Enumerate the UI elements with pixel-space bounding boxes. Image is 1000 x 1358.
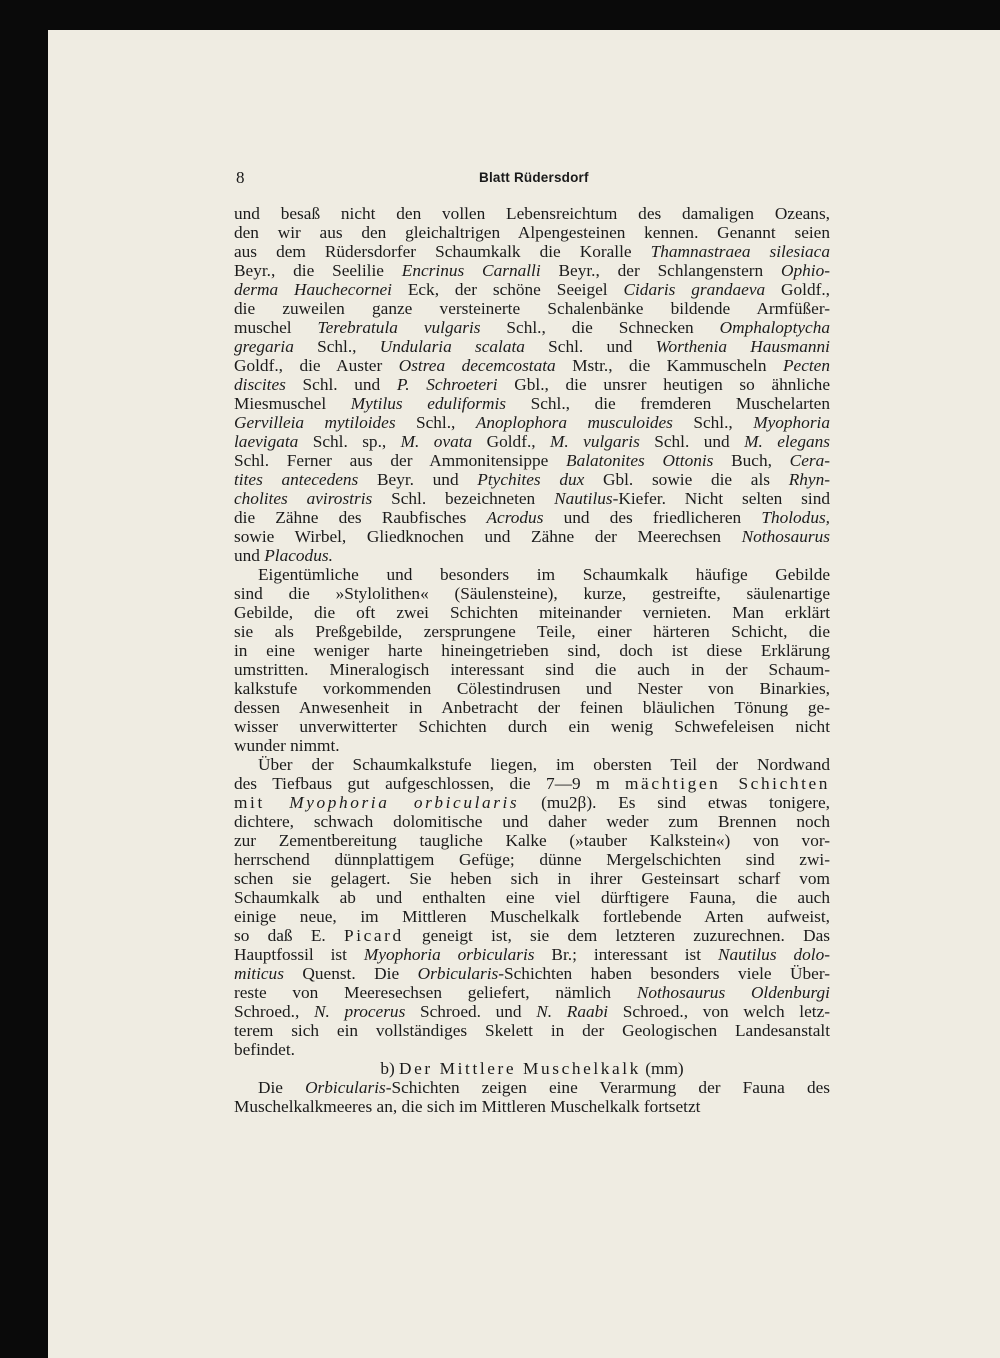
text-run: Gbl., die unsrer heutigen so ähnliche [497,375,830,394]
text-line [234,964,830,983]
text-run: Quenst. Die [283,964,418,983]
text-run: Eck, der schöne Seeigel [391,280,624,299]
italic-taxon: Terebratula vulgaris [317,318,481,337]
text-run: Schl. sp., [298,432,401,451]
text-run: b) [380,1059,400,1078]
text-run: einige neue, im Mittleren Muschelkalk fortlebende Arten aufweist, [234,907,830,926]
text-line [234,888,830,907]
text-run: -Schichten zeigen eine Verarmung der Fauna des [385,1078,831,1097]
text-run: Goldf., [472,432,551,451]
italic-taxon: Pecten [782,356,830,375]
text-run: muschel [234,318,318,337]
text-run: -Kiefer. Nicht selten sind [612,489,830,508]
text-run: Schl. Ferner aus der Ammonitensippe [234,451,567,470]
italic-taxon: Myophoria orbicularis [363,945,535,964]
text-line [234,1021,830,1040]
italic-taxon: Thamnastraea silesiaca [650,242,830,261]
italic-taxon: Acrodus [486,508,544,527]
text-run: zur Zementbereitung taugliche Kalke (»tauber Kalkstein«) von vor- [234,831,830,850]
text-run: sind die »Stylolithen« (Säulensteine), kurze, gestreifte, säulenartige [234,584,830,603]
text-line [234,622,830,641]
text-run: befindet. [234,1040,295,1059]
italic-taxon: Gervilleia mytiloides [234,413,396,432]
text-run: Eigentümliche und besonders im Schaumkalk häufige Gebilde [258,565,830,584]
italic-taxon: Cidaris grandaeva [623,280,766,299]
italic-taxon: derma Hauchecornei [234,280,392,299]
text-line [234,470,830,489]
text-line [234,774,830,793]
text-run: sie als Preßgebilde, zersprungene Teile, einer härteren Schicht, die [234,622,830,641]
italic-taxon: Nautilus [554,489,613,508]
text-line [234,679,830,698]
text-line [234,242,830,261]
text-run: so daß E. [234,926,344,945]
text-run: dichtere, schwach dolomitische und daher weder zum Brennen noch [234,812,830,831]
italic-taxon: gregaria [234,337,294,356]
text-line [234,299,830,318]
text-line [234,451,830,470]
italic-taxon: Worthenia Hausmanni [655,337,830,356]
text-run: Schroed., [234,1002,314,1021]
italic-taxon: Anoplophora musculoides [475,413,673,432]
text-line [234,793,830,812]
text-run: Schl., die fremderen Muschelarten [505,394,830,413]
text-line [234,850,830,869]
text-line [234,413,830,432]
text-run: Beyr. und [358,470,478,489]
text-line [234,736,830,755]
text-run: Goldf., [765,280,831,299]
text-run: -Schichten haben besonders viele Über- [498,964,830,983]
text-run: Schl., [672,413,754,432]
text-line [234,1040,830,1059]
text-run: in eine weniger harte hineingetrieben sind, doch ist diese Erklärung [234,641,830,660]
text-run: Beyr., die Seelilie [234,261,402,280]
body-text [234,204,830,1116]
text-line [234,280,830,299]
text-line [234,546,830,565]
text-run: Schl., [395,413,476,432]
italic-taxon: Mytilus eduliformis [350,394,506,413]
text-line [234,1059,830,1078]
italic-taxon: cholites avirostris [234,489,373,508]
text-line [234,1002,830,1021]
italic-taxon: Rhyn- [788,470,830,489]
italic-taxon: miticus [234,964,284,983]
page-number: 8 [236,168,245,187]
text-line [234,945,830,964]
italic-taxon: N. procerus [313,1002,406,1021]
text-run: Muschelkalkmeeres an, die sich im Mittleren Muschelkalk fortsetzt [234,1097,701,1116]
italic-taxon: Orbicularis [417,964,499,983]
text-run: wisser unverwitterter Schichten durch ein wenig Schwefeleisen nicht [234,717,830,736]
italic-taxon: Placodus. [264,546,333,565]
text-line [234,508,830,527]
italic-taxon: Nothosaurus [741,527,830,546]
text-line [234,527,830,546]
text-line [234,717,830,736]
text-line [234,337,830,356]
text-run: kalkstufe vorkommenden Cölestindrusen und Nester von Binarkies, [234,679,830,698]
text-run: Schl. und [285,375,397,394]
text-run: Beyr., der Schlangenstern [540,261,782,280]
italic-taxon: discites [234,375,286,394]
text-line [234,318,830,337]
text-run: des Tiefbaus gut aufgeschlossen, die 7—9 m [234,774,626,793]
text-run: wunder nimmt. [234,736,340,755]
text-line [234,223,830,242]
italic-taxon: Tholodus, [761,508,831,527]
italic-taxon: tites antecedens [234,470,359,489]
italic-taxon: N. Raabi [536,1002,609,1021]
text-line [234,1078,830,1097]
italic-taxon: M. elegans [744,432,830,451]
text-line [234,603,830,622]
italic-taxon: Nautilus dolo- [717,945,830,964]
italic-taxon: Ophio- [781,261,830,280]
text-run: umstritten. Mineralogisch interessant sind die auch in der Schaum- [234,660,830,679]
text-run: Hauptfossil ist [234,945,364,964]
text-run: Buch, [713,451,790,470]
italic-taxon: M. ovata [400,432,473,451]
italic-taxon: Myophoria [753,413,830,432]
text-run: Schl. und [639,432,745,451]
text-line [234,394,830,413]
italic-taxon: Omphaloptycha [719,318,830,337]
spaced-italic-taxon: Myophoria orbicularis [289,793,520,812]
text-run: (mm) [640,1059,684,1078]
text-run: Schroed. und [405,1002,537,1021]
italic-taxon: Undularia scalata [379,337,525,356]
text-run: die zuweilen ganze versteinerte Schalenbänke bildende Armfüßer- [234,299,830,318]
text-run: und [234,546,265,565]
text-run: und des friedlicheren [543,508,762,527]
text-run: sowie Wirbel, Gliedknochen und Zähne der Meerechsen [234,527,742,546]
text-line [234,831,830,850]
text-line [234,926,830,945]
text-run: Schaumkalk ab und enthalten eine viel dürftigere Fauna, die auch [234,888,830,907]
text-line [234,641,830,660]
text-line [234,204,830,223]
text-line [234,432,830,451]
text-line [234,869,830,888]
italic-taxon: laevigata [234,432,299,451]
text-line [234,356,830,375]
italic-taxon: Ptychites dux [477,470,585,489]
italic-taxon: P. Schroeteri [396,375,498,394]
text-run: Schl., die Schnecken [480,318,720,337]
text-line [234,698,830,717]
text-run: Br.; interessant ist [534,945,718,964]
text-run: dessen Anwesenheit in Anbetracht der feinen bläulichen Tönung ge- [234,698,830,717]
text-run: Schl. und [524,337,656,356]
text-line [234,812,830,831]
text-run: Schl., [293,337,380,356]
text-line [234,375,830,394]
italic-taxon: Cera- [789,451,830,470]
text-run: Gebilde, die oft zwei Schichten miteinander vernieten. Man erklärt [234,603,830,622]
italic-taxon: M. vulgaris [550,432,640,451]
text-run: Über der Schaumkalkstufe liegen, im obersten Teil der Nordwand [258,755,830,774]
text-run: Miesmuschel [234,394,351,413]
text-run: die Zähne des Raubfisches [234,508,487,527]
italic-taxon: Ostrea decemcostata [398,356,556,375]
text-run: Schroed., von welch letz- [608,1002,831,1021]
italic-taxon: Encrinus Carnalli [401,261,541,280]
text-run: Schl. bezeichneten [372,489,555,508]
text-run: Gbl. sowie die als [584,470,789,489]
text-run: Die [258,1078,306,1097]
text-run: und besaß nicht den vollen Lebensreichtum des damaligen Ozeans, [234,204,830,223]
text-run: aus dem Rüdersdorfer Schaumkalk die Koralle [234,242,651,261]
text-line [234,983,830,1002]
spaced-text: mächtigen Schichten [625,774,831,793]
italic-taxon: Orbicularis [305,1078,386,1097]
text-run: geneigt ist, sie dem letzteren zuzurechnen. Das [403,926,830,945]
text-line [234,660,830,679]
text-run: schen sie gelagert. Sie heben sich in ihrer Gesteinsart scharf vom [234,869,830,888]
text-run: reste von Meeresechsen geliefert, nämlich [234,983,637,1002]
spaced-text: mit [234,793,290,812]
spaced-text: Picard [343,926,404,945]
text-run: (mu2β). Es sind etwas tonigere, [519,793,830,812]
running-head: Blatt Rüdersdorf [479,170,589,185]
text-run: herrschend dünnplattigem Gefüge; dünne Mergelschichten sind zwi- [234,850,830,869]
text-run: terem sich ein vollständiges Skelett in der Geologischen Landesanstalt [234,1021,830,1040]
text-run: den wir aus den gleichaltrigen Alpengesteinen kennen. Genannt seien [234,223,830,242]
text-run: Goldf., die Auster [234,356,399,375]
italic-taxon: Balatonites Ottonis [566,451,714,470]
text-run: Mstr., die Kammuscheln [555,356,783,375]
italic-taxon: Nothosaurus Oldenburgi [636,983,830,1002]
text-line [234,1097,830,1116]
text-line [234,261,830,280]
spaced-text: Der Mittlere Muschelkalk [399,1059,641,1078]
text-line [234,565,830,584]
text-line [234,907,830,926]
text-line [234,489,830,508]
text-line [234,584,830,603]
text-line [234,755,830,774]
